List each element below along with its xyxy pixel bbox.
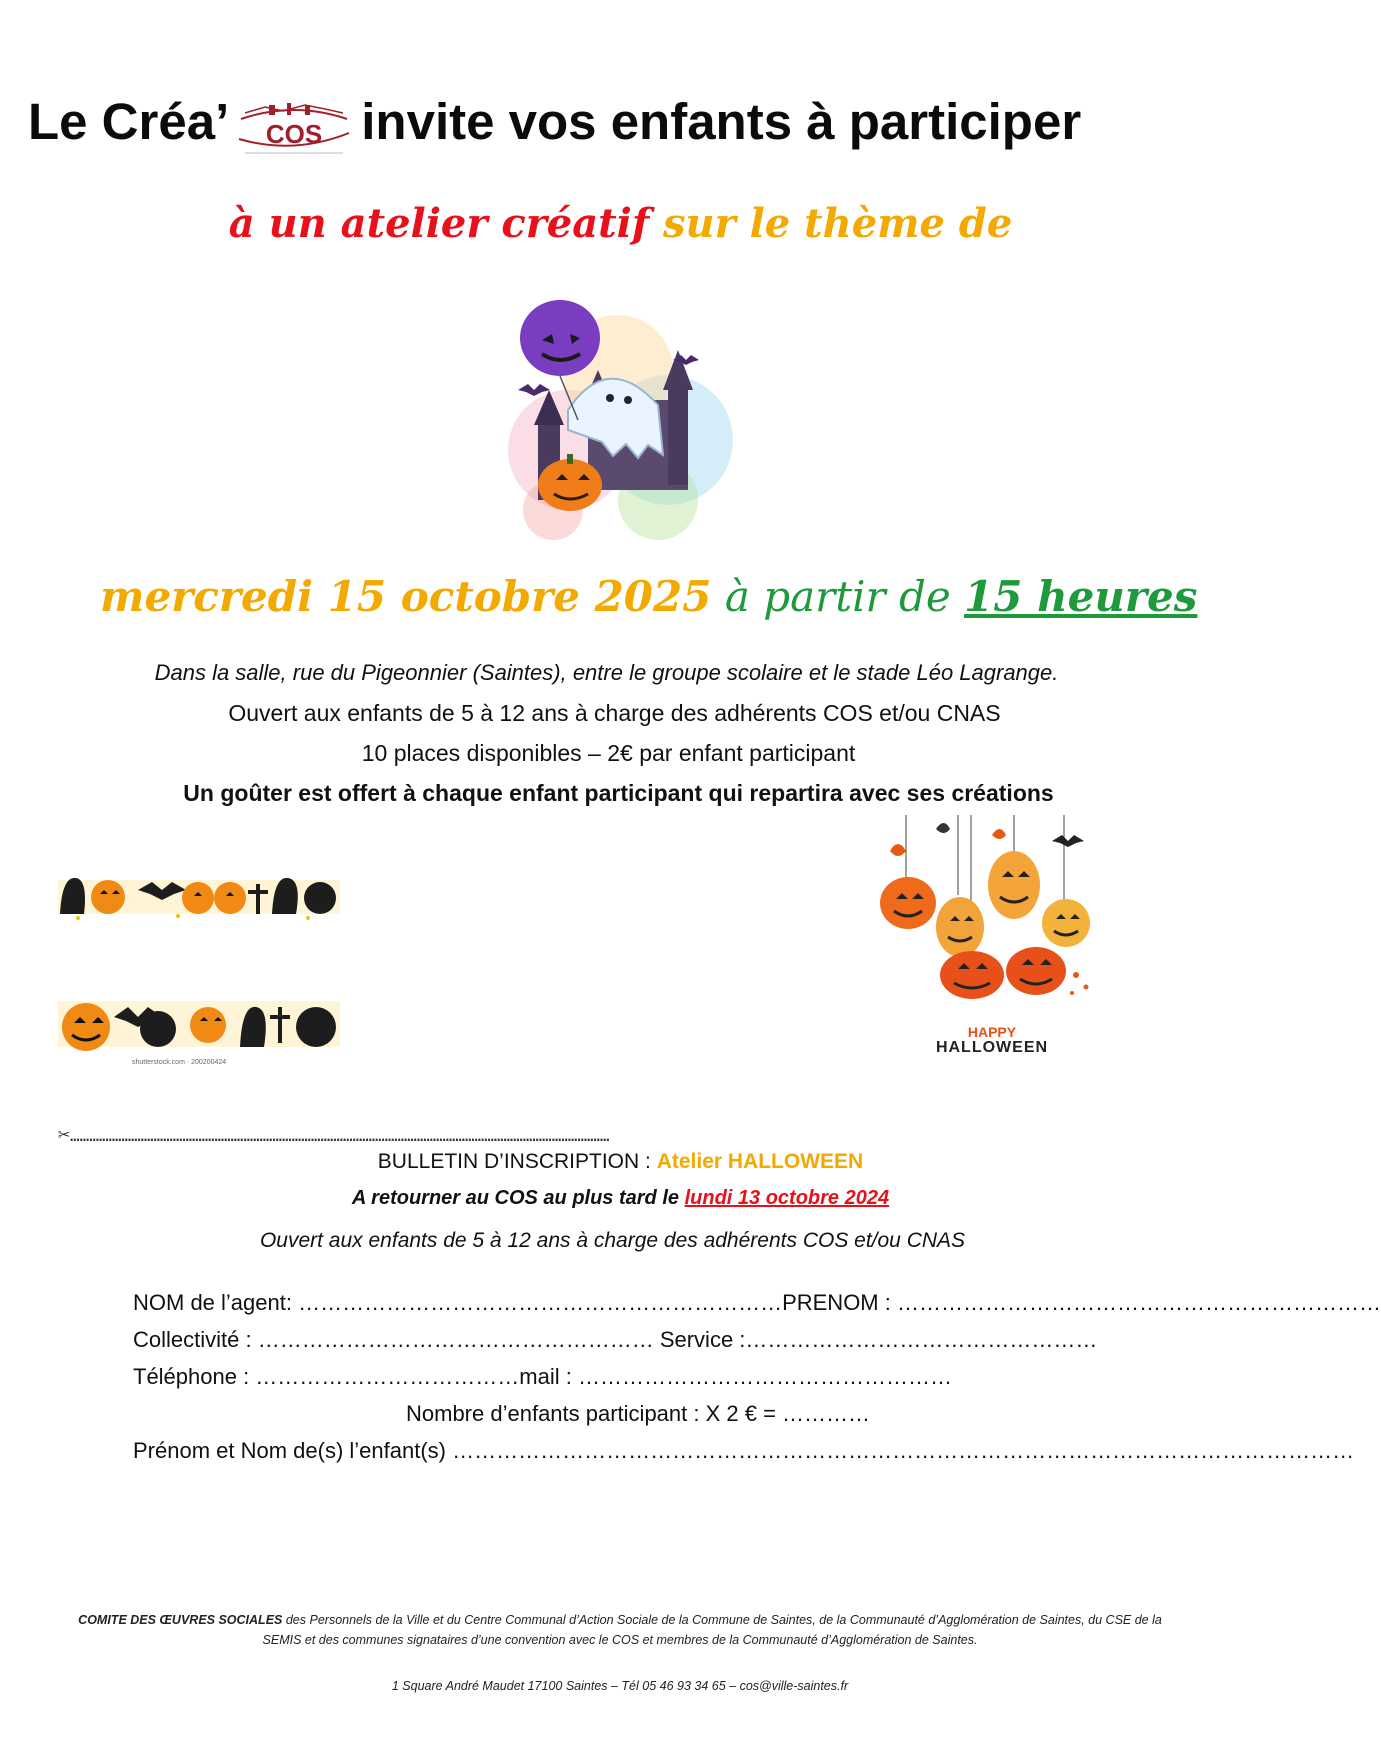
subtitle-part2: sur le thème de [662, 200, 1013, 247]
happy-halloween-illustration [876, 815, 1108, 1065]
cos-logo [235, 95, 353, 157]
event-from: à partir de [724, 572, 951, 621]
footer-org [70, 1610, 1170, 1650]
event-eligibility: Ouvert aux enfants de 5 à 12 ans à charge des adhérents COS et/ou CNAS [228, 700, 1001, 726]
title-prefix: Le Créa’ [28, 93, 230, 150]
event-location: Dans la salle, rue du Pigeonnier (Saintes), entre le groupe scolaire et le stade Léo Lagrange. [154, 660, 1059, 685]
halloween-border-bottom [58, 995, 340, 1067]
bulletin-title-label: BULLETIN D’INSCRIPTION : [377, 1150, 651, 1173]
event-date: mercredi 15 octobre 2025 [100, 572, 712, 621]
event-date-line [100, 572, 1197, 621]
event-snack: Un goûter est offert à chaque enfant participant qui repartira avec ses créations [183, 780, 1054, 806]
border-caption: shutterstock.com · 200200424 [132, 1059, 227, 1066]
bulletin-return [0, 1187, 1241, 1210]
field-enfants-noms[interactable]: Prénom et Nom de(s) l’enfant(s) …………………………………………………………………………………………………………… [133, 1438, 1355, 1463]
svg-text:COS: COS [266, 118, 323, 149]
happy-text: HAPPY [967, 1024, 1017, 1040]
bulletin-return-text: A retourner au COS au plus tard le [351, 1187, 680, 1209]
bulletin-title [0, 1150, 1241, 1174]
cut-dots: …………………………………………………………………………………………………………………………………………………… [70, 1126, 610, 1145]
event-time: 15 heures [964, 572, 1198, 621]
bulletin-eligibility: Ouvert aux enfants de 5 à 12 ans à charge des adhérents COS et/ou CNAS [259, 1229, 966, 1252]
bulletin-return-date: lundi 13 octobre 2024 [684, 1187, 890, 1209]
footer-org-text: des Personnels de la Ville et du Centre Communal d’Action Sociale de la Commune de Saintes, de la Communauté d’Agglomération de Saintes, du CSE de la SEMIS et des communes signataires d’une convention avec le COS et membres de la Communauté d’Agglomération de Saintes. [262, 1613, 1162, 1647]
event-places: 10 places disponibles – 2€ par enfant participant [361, 740, 856, 766]
scissors-icon: ✂ [58, 1122, 71, 1146]
bulletin-title-event: Atelier HALLOWEEN [656, 1150, 864, 1173]
field-nombre-enfants[interactable]: Nombre d’enfants participant : X 2 € = ………… [406, 1401, 871, 1426]
footer-address: 1 Square André Maudet 17100 Saintes – Tél 05 46 93 34 65 – cos@ville-saintes.fr [391, 1679, 849, 1693]
halloween-border-top [58, 870, 340, 924]
subtitle-part1: à un atelier créatif [228, 200, 650, 247]
halloween-text: HALLOWEEN [935, 1039, 1049, 1056]
subtitle [0, 200, 1241, 247]
field-collectivite-service[interactable]: Collectivité : ……………………………………………… Service :………………………………………… [133, 1327, 1098, 1352]
field-nom-prenom[interactable]: NOM de l’agent: …………………………………………………………PRENOM : ………………………………………………………… [133, 1290, 1381, 1315]
footer-org-bold: COMITE DES ŒUVRES SOCIALES [78, 1613, 283, 1627]
cut-line [58, 1122, 609, 1146]
page-title [28, 92, 1081, 157]
halloween-illustration [498, 280, 738, 530]
title-suffix: invite vos enfants à participer [361, 93, 1082, 150]
field-telephone-mail[interactable]: Téléphone : ………………………………mail : …………………………………………… [133, 1364, 952, 1389]
